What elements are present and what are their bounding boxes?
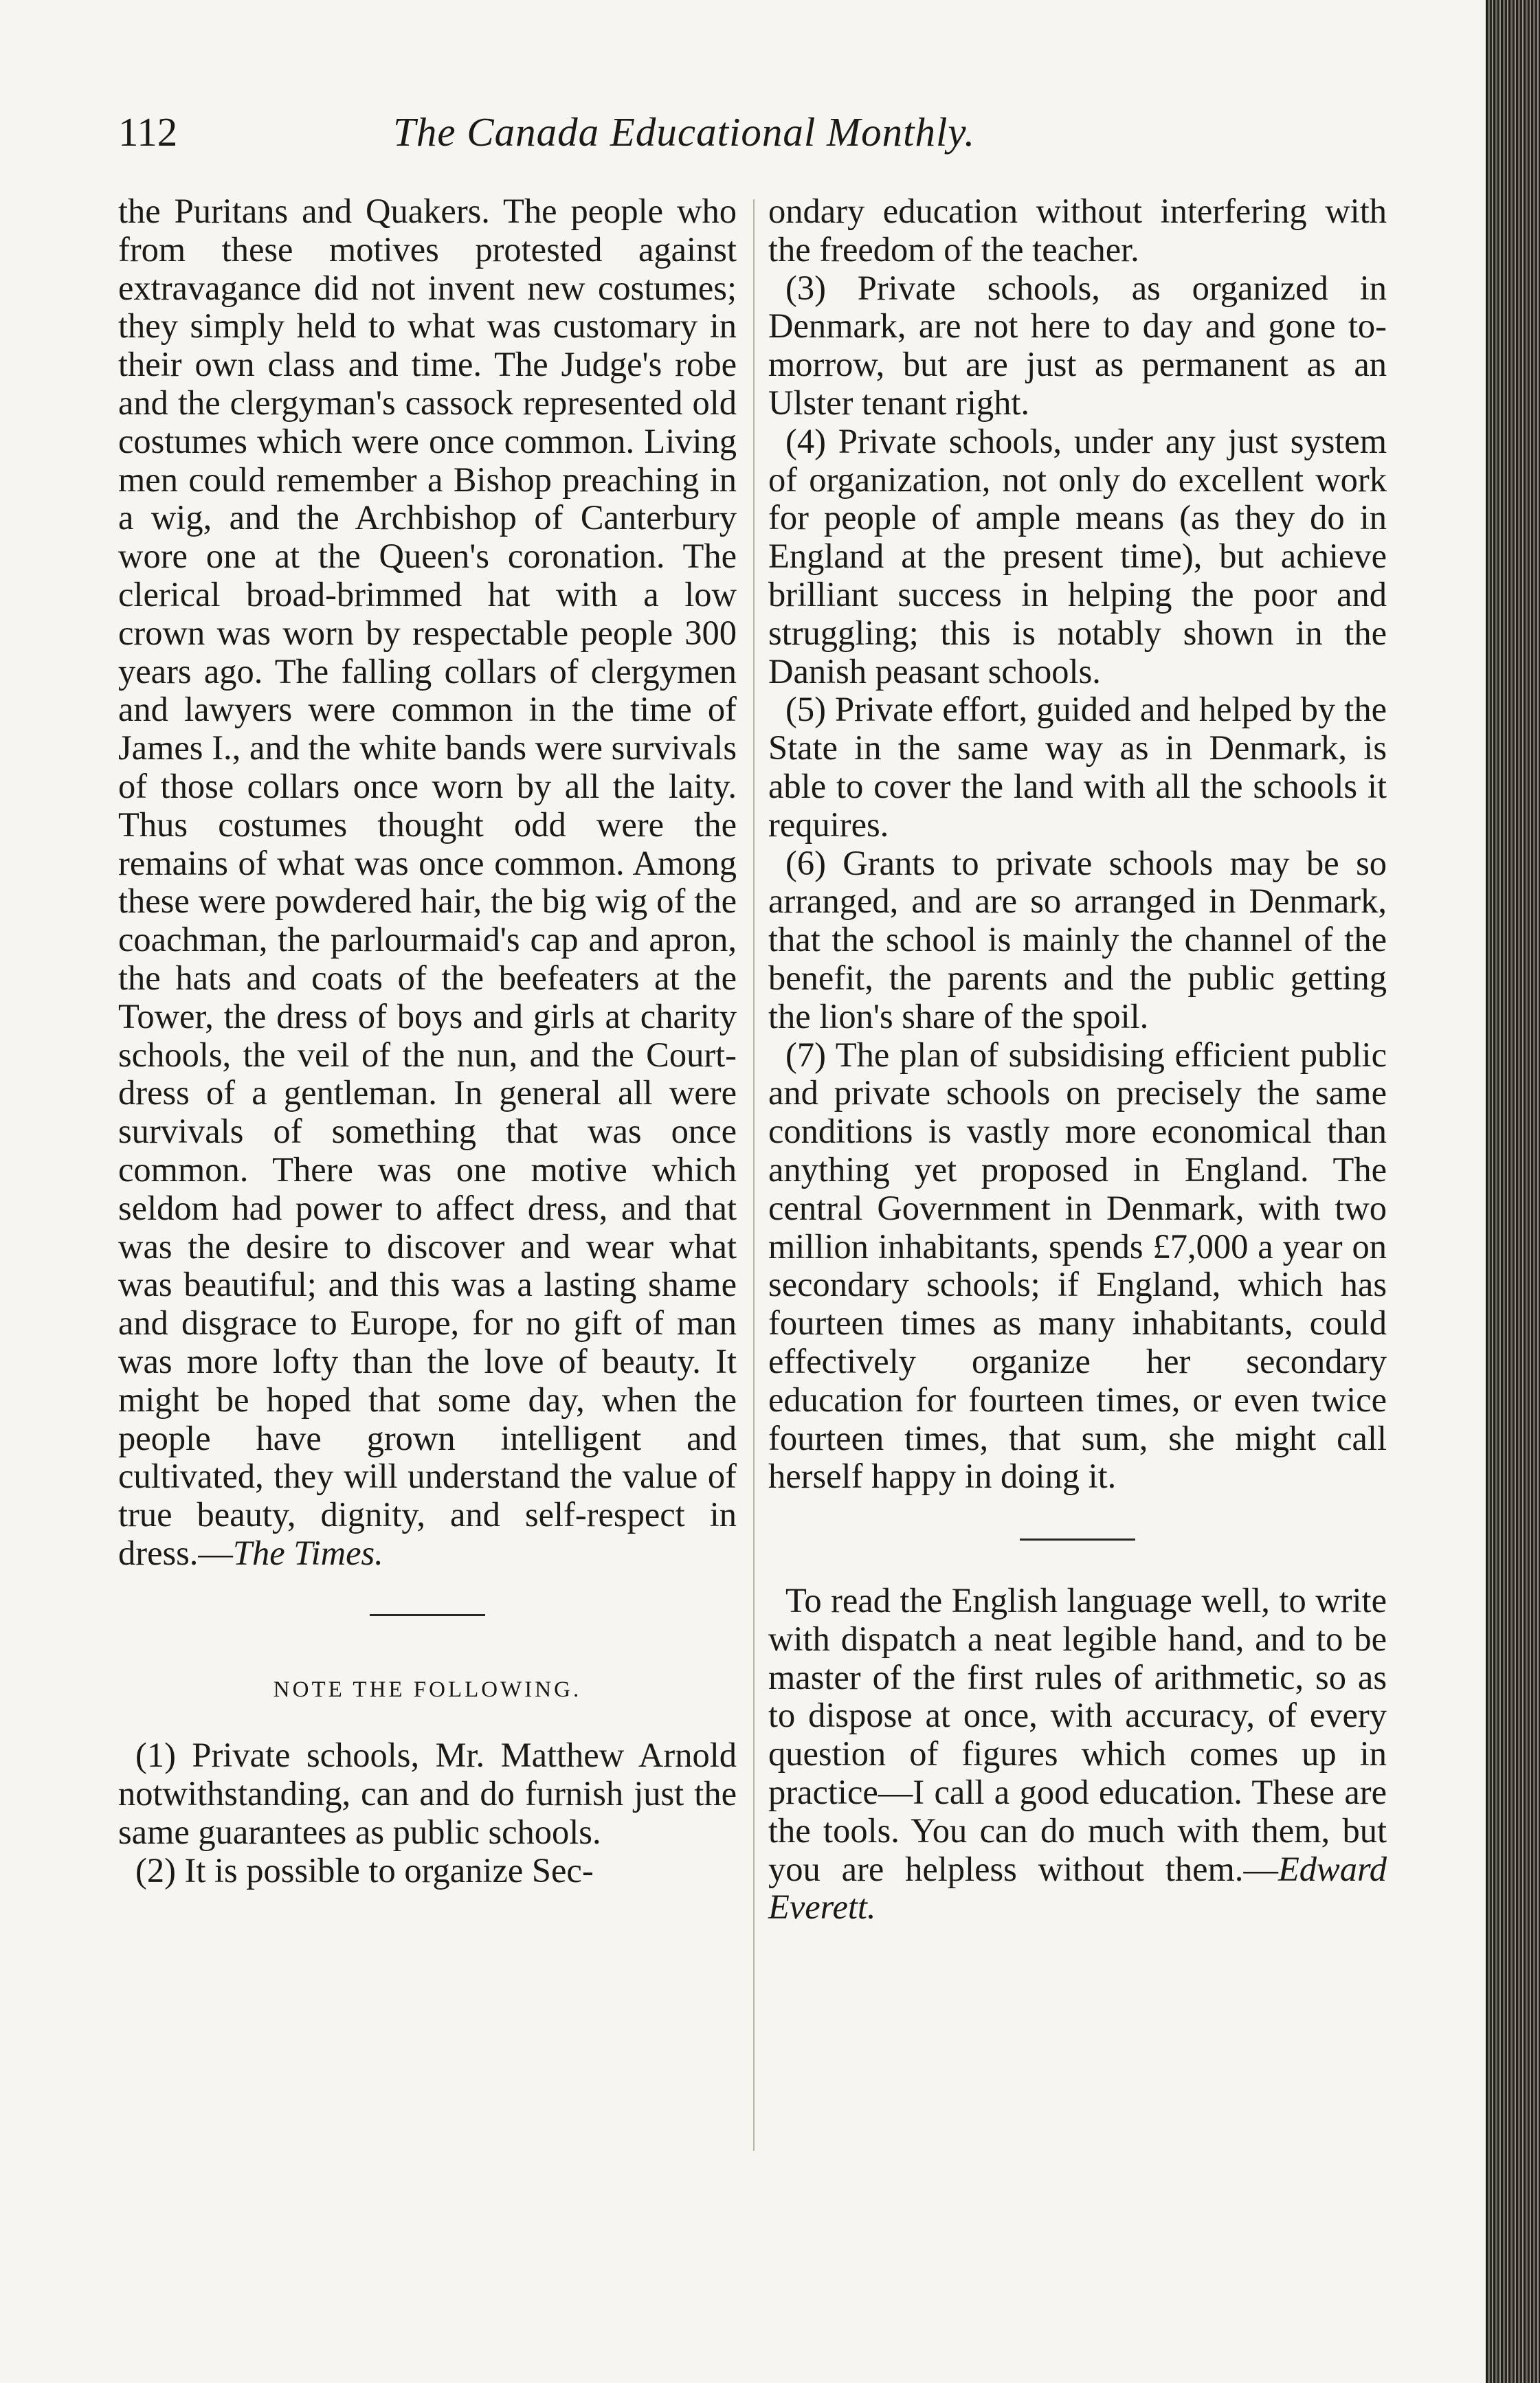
article-paragraph: the Puritans and Quakers. The people who from these motives protested against extravagance did not invent new costumes; they simply held to what was customary in their own class and time. The Judge's robe and the clergyman's cassock represented old costumes which were once common. Living men could remember a Bishop preaching in a wig, and the Archbishop of Canterbury wore one at the Queen's coronation. The clerical broad-brimmed hat with a low crown was worn by respectable people 300 years ago. The falling collars of clergymen and lawyers were common in the time of James I., and the white bands were survivals of those collars once worn by all the laity. Thus costumes thought odd were the remains of what was once common. Among these were powdered hair, the big wig of the coachman, the parlourmaid's cap and apron, the hats and coats of the beefeaters at the Tower, the dress of boys and girls at charity schools, the veil of the nun, and the Court-dress of a gentleman. In general all were survivals of something that was once common. There was one motive which seldom had power to affect dress, and that was the desire to discover and wear what was beautiful; and this was a lasting shame and disgrace to Europe, for no gift of man was more lofty than the love of beauty. It might be hoped that some day, when the people have grown intelligent and cultivated, they will understand the value of true beauty, dignity, and self-respect in dress. bbox=[118, 192, 737, 1572]
quote-text: To read the English language well, to write with dispatch a neat legible hand, and to be master of the first rules of arithmetic, so as to dispose at once, with accuracy, of every question of figures which comes up in practice—I call a good education. These are the tools. You can do much with them, but you are helpless without them. bbox=[768, 1581, 1387, 1888]
quote-dash: — bbox=[1243, 1849, 1278, 1888]
quote-paragraph bbox=[768, 1582, 1387, 1927]
source-dash: — bbox=[198, 1533, 233, 1572]
section-heading: NOTE THE FOLLOWING. bbox=[273, 1677, 582, 1702]
list-item: (6) Grants to private schools may be so arranged, and are so arranged in Denmark, that the school is mainly the channel of the benefit, the parents and the public getting the lion's share of the spoil. bbox=[768, 843, 1387, 1036]
list-item: (5) Private effort, guided and helped by the State in the same way as in Denmark, is able to cover the land with all the schools it requires. bbox=[768, 690, 1387, 844]
section-divider bbox=[1020, 1539, 1135, 1541]
scan-edge bbox=[1486, 0, 1540, 2383]
article-ending bbox=[118, 192, 737, 1573]
article-source: The Times. bbox=[232, 1533, 383, 1572]
list-item: (1) Private schools, Mr. Matthew Arnold notwithstanding, can and do furnish just the same guarantees as public schools. bbox=[118, 1736, 737, 1852]
list-item: (3) Private schools, as organized in Denmark, are not here to day and gone to-morrow, but are just as permanent as an Ulster tenant right. bbox=[768, 268, 1387, 422]
column-divider bbox=[753, 199, 755, 2151]
running-head: The Canada Educational Monthly. bbox=[393, 109, 976, 155]
list-item-continuation: ondary education without interfering with the freedom of the teacher. bbox=[768, 192, 1387, 269]
list-item: (2) It is possible to organize Sec- bbox=[135, 1850, 594, 1890]
right-column bbox=[768, 192, 1387, 1927]
list-item: (7) The plan of subsidising efficient public and private schools on precisely the same conditions is vastly more economical than anything yet proposed in England. The central Government in Denmark, with two million inhabitants, spends £7,000 a year on secondary schools; if England, which has fourteen times as many inhabitants, could effectively organize her secondary education for fourteen times, or even twice fourteen times, that sum, she might call herself happy in doing it. bbox=[768, 1035, 1387, 1496]
page-number: 112 bbox=[118, 109, 178, 155]
left-column bbox=[118, 192, 737, 1890]
page-header bbox=[118, 102, 1067, 164]
list-item: (4) Private schools, under any just system of organization, not only do excellent work for people of ample means (as they do in England at the present time), but achieve brilliant success in helping the poor and struggling; this is notably shown in the Danish peasant schools. bbox=[768, 421, 1387, 691]
section-divider bbox=[370, 1614, 485, 1616]
quote-source: Edward Everett. bbox=[768, 1849, 1387, 1927]
